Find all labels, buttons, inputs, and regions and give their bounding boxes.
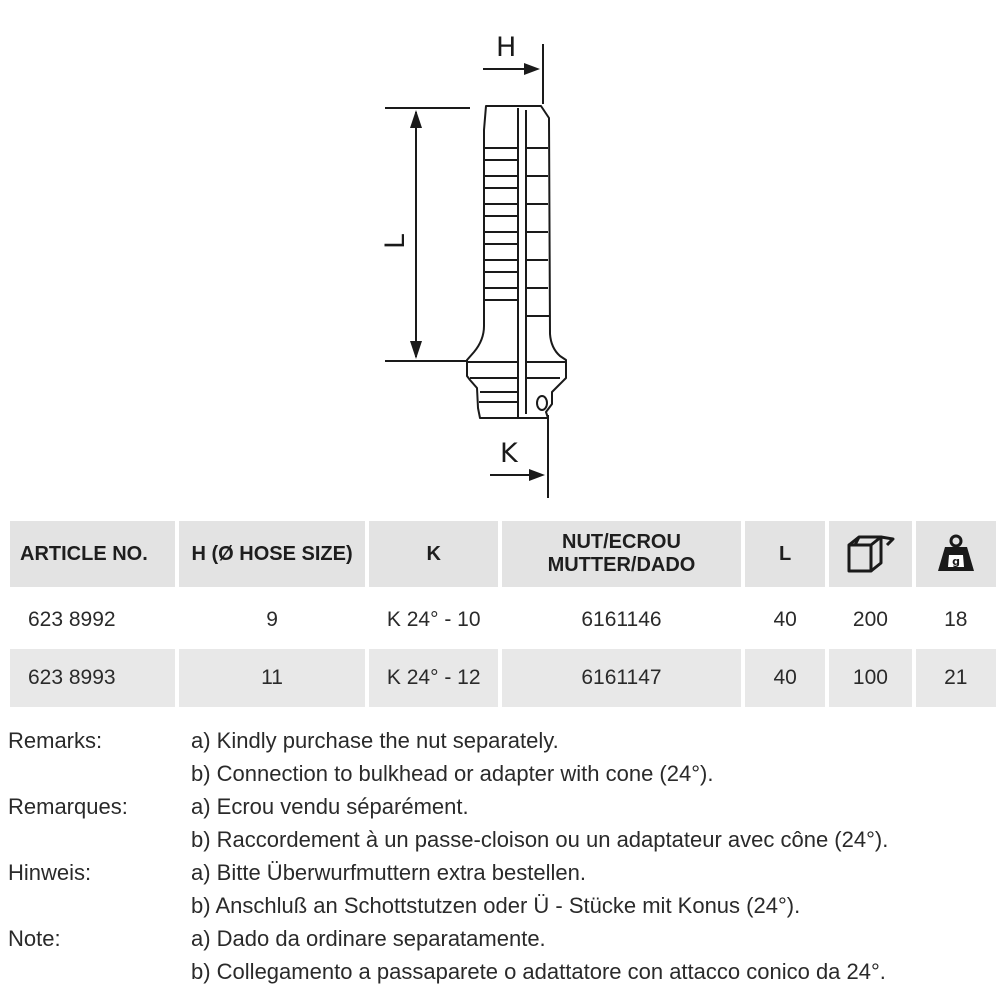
remark-text: a) Bitte Überwurfmuttern extra bestellen. <box>191 859 586 885</box>
remark-row <box>8 790 998 823</box>
k-dimension-label: K <box>500 438 518 469</box>
cell-weight: 18 <box>916 587 996 649</box>
remark-row <box>8 856 998 889</box>
remark-text: a) Dado da ordinare separatamente. <box>191 925 546 951</box>
h-dimension-label: H <box>496 32 517 63</box>
remark-row <box>8 955 998 988</box>
cell-article: 623 8992 <box>10 587 175 649</box>
table-row <box>10 649 996 707</box>
cell-k: K 24° - 12 <box>369 649 498 707</box>
col-header-k: K <box>369 521 498 587</box>
cell-nut: 6161146 <box>502 587 741 649</box>
remark-text: b) Collegamento a passaparete o adattatore con attacco conico da 24°. <box>191 958 886 984</box>
remark-language-label: Remarks: <box>8 727 103 753</box>
hose-fitting <box>467 106 566 418</box>
col-header-weight <box>916 521 996 587</box>
remark-language-label: Remarques: <box>8 793 128 819</box>
col-header-l: L <box>745 521 825 587</box>
weight-icon <box>935 533 977 575</box>
remark-text: b) Raccordement à un passe-cloison ou un adaptateur avec cône (24°). <box>191 826 889 852</box>
cell-pack: 100 <box>829 649 911 707</box>
col-header-nut <box>502 521 741 587</box>
remark-language-label: Note: <box>8 925 61 951</box>
table-row <box>10 587 996 649</box>
remarks-section <box>8 724 998 988</box>
col-header-nut-line2: MUTTER/DADO <box>547 554 696 576</box>
remark-row <box>8 823 998 856</box>
box-icon <box>843 533 897 575</box>
remark-text: a) Kindly purchase the nut separately. <box>191 727 559 753</box>
remark-text: b) Anschluß an Schottstutzen oder Ü - Stücke mit Konus (24°). <box>191 892 801 918</box>
cell-pack: 200 <box>829 587 911 649</box>
col-header-pack <box>829 521 911 587</box>
remark-row <box>8 724 998 757</box>
weight-unit-label: g <box>951 555 960 568</box>
cell-k: K 24° - 10 <box>369 587 498 649</box>
col-header-article: ARTICLE NO. <box>10 521 175 587</box>
cell-l: 40 <box>745 649 825 707</box>
remark-row <box>8 889 998 922</box>
table-header-row <box>10 521 996 587</box>
cell-nut: 6161147 <box>502 649 741 707</box>
remark-row <box>8 757 998 790</box>
cell-article: 623 8993 <box>10 649 175 707</box>
remark-text: b) Connection to bulkhead or adapter with cone (24°). <box>191 760 714 786</box>
spec-table <box>6 521 1000 707</box>
cell-h: 11 <box>179 649 366 707</box>
remark-row <box>8 922 998 955</box>
cell-weight: 21 <box>916 649 996 707</box>
remark-text: a) Ecrou vendu séparément. <box>191 793 469 819</box>
remark-language-label: Hinweis: <box>8 859 92 885</box>
cell-h: 9 <box>179 587 366 649</box>
cell-l: 40 <box>745 587 825 649</box>
col-header-nut-line1: NUT/ECROU <box>562 531 681 553</box>
l-dimension-label: L <box>380 233 411 249</box>
col-header-h: H (Ø HOSE SIZE) <box>179 521 366 587</box>
